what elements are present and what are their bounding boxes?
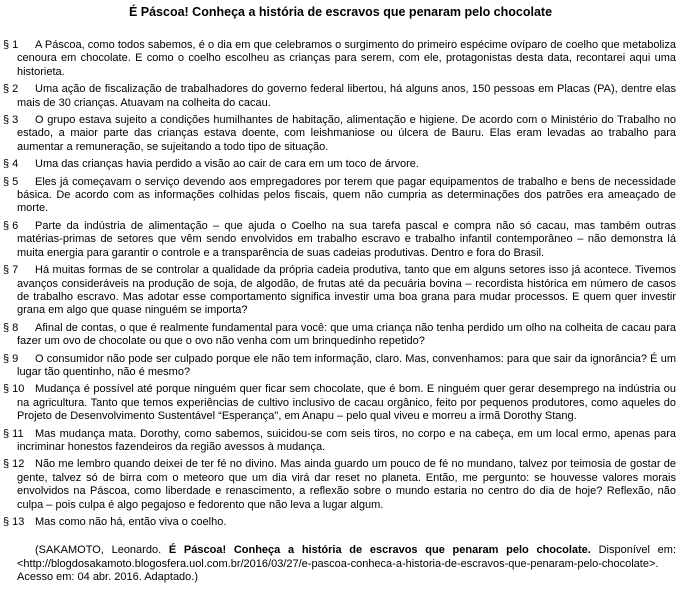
paragraph-text: Afinal de contas, o que é realmente fundamental para você: que uma criança não tenha perdido um olho na colheita de cacau para fazer um ovo de chocolate ou que o ovo não venha com um brinquedinho repetido? — [17, 321, 676, 348]
paragraph-text: Mudança é possível até porque ninguém quer ficar sem chocolate, que é bom. E ninguém quer gerar desemprego na indústria ou na agricultura. Tanto que temos experiências de cultivo inclusivo de cacau orgânico, feito por pequenos produtores, como aqueles do Projeto de Desenvolvimento Sustentável “Esperança", em Anapu – pelo qual viveu e morreu a irmã Dorothy Stang. — [17, 383, 676, 423]
paragraph — [3, 83, 676, 110]
paragraph — [3, 321, 676, 349]
paragraph-text: Não me lembro quando deixei de ter fé no divino. Mas ainda guardo um pouco de fé no mundano, talvez por teimosia de gostar de gente, talvez só de birra com o meteoro que um dia virá dar reset no planeta. Então, me pergunto: se houvesse valores morais envolvidos na Páscoa, como liberdade e renascimento, a reflexão sobre o mundo estaria no centro do dia de hoje? Reflexão, não culpa – pois culpa é algo pegajoso e fedorento que não leva a lugar algum. — [17, 458, 676, 511]
paragraph-text: Eles já começavam o serviço devendo aos empregadores por terem que pagar equipamentos de trabalho e bens de necessidade básica. De acordo com as informações colhidas pelos fiscais, quem não cumpria as determinações dos patrões era ameaçado de morte. — [17, 175, 676, 215]
paragraph — [3, 39, 676, 79]
paragraph-text: Mas mudança mata. Dorothy, como sabemos, suicidou-se com seis tiros, no corpo e na cabeça, em um local ermo, apenas para incriminar honestos fazendeiros da região avessos à mudança. — [17, 427, 676, 453]
paragraph-marker: § 3 — [3, 114, 19, 127]
paragraph-marker: § 5 — [3, 175, 19, 188]
paragraph-marker: § 8 — [3, 321, 19, 334]
paragraph-text: Há muitas formas de se controlar a qualidade da própria cadeia produtiva, tanto que em alguns setores isso já acontece. Tivemos avanços consideráveis na produção de soja, de algodão, de frutas até da pecuária bovina – recordista histórica em número de casos de trabalho escravo. Mas adotar esse comportamento significa investir uma boa grana para mudar processos. E quem quer investir grana em algo que quase ninguém se importa? — [17, 264, 676, 317]
paragraph-text: Uma ação de fiscalização de trabalhadores do governo federal libertou, há alguns anos, 150 pessoas em Placas (PA), dentre elas mais de 30 crianças. Atuavam na colheita do cacau. — [17, 83, 676, 109]
paragraph — [3, 264, 676, 318]
paragraph — [3, 427, 676, 455]
paragraph — [3, 383, 676, 423]
paragraph-text: A Páscoa, como todos sabemos, é o dia em que celebramos o surgimento do primeiro espécime ovíparo de coelho que metaboliza cenoura em chocolate. E como o coelho escolheu as crianças para serem, com ele, protagonistas desta data, recontarei aqui uma historieta. — [17, 39, 676, 78]
paragraph-marker: § 1 — [3, 39, 19, 51]
citation-source-title: É Páscoa! Conheça a história de escravos que penaram pelo chocolate. — [168, 544, 591, 557]
paragraph-marker: § 7 — [3, 264, 19, 277]
paragraph-marker: § 9 — [3, 352, 19, 365]
paragraph-text: O consumidor não pode ser culpado porque ele não tem informação, claro. Mas, convenhamos: para que sair da ignorância? É um lugar tão quentinho, não é mesmo? — [17, 352, 676, 378]
article-body — [0, 39, 681, 529]
paragraph — [3, 458, 676, 512]
document-title: É Páscoa! Conheça a história de escravos que penaram pelo chocolate — [128, 5, 553, 19]
paragraph-text: O grupo estava sujeito a condições humilhantes de habitação, alimentação e higiene. De acordo com o Ministério do Trabalho no estado, a maior parte das crianças estava doente, com leishmaniose ou úlcera de Bauru. Elas eram levadas ao trabalho para aumentar a remuneração, se sujeitando a todo tipo de situação. — [17, 114, 676, 153]
paragraph — [3, 352, 676, 380]
citation-prefix: (SAKAMOTO, Leonardo. — [35, 544, 169, 557]
paragraph-marker: § 13 — [3, 516, 25, 528]
paragraph-marker: § 6 — [3, 219, 19, 232]
paragraph — [3, 516, 676, 529]
paragraph-marker: § 11 — [3, 427, 24, 440]
paragraph-text: Mas como não há, então viva o coelho. — [35, 516, 227, 528]
paragraph-text: Parte da indústria de alimentação – que ajuda o Coelho na sua tarefa pascal e compra não só cacau, mas também outras matérias-primas de setores que vêm sendo envolvidos em trabalho escravo e trabalho infantil contemporâneo – não demonstra lá muita energia para garantir o controle e a transparência de suas cadeias produtivas. Dentro e fora do Brasil. — [17, 219, 676, 259]
paragraph-marker: § 10 — [3, 383, 25, 396]
paragraph-marker: § 4 — [3, 158, 19, 171]
paragraph-marker: § 2 — [3, 83, 19, 96]
paragraph — [3, 175, 676, 216]
paragraph — [3, 114, 676, 154]
citation-suffix: Disponível em: <http://blogdosakamoto.blogosfera.uol.com.br/2016/03/27/e-pascoa-conheca-a-historia-de-escravos-que-penaram-pelo-chocolate>. Acesso em: 04 abr. 2016. Adaptado.) — [17, 544, 676, 584]
citation — [17, 544, 676, 584]
paragraph-marker: § 12 — [3, 458, 25, 471]
paragraph — [3, 158, 676, 171]
paragraph-text: Uma das crianças havia perdido a visão ao cair de cara em um toco de árvore. — [35, 158, 419, 171]
paragraph — [3, 219, 676, 260]
